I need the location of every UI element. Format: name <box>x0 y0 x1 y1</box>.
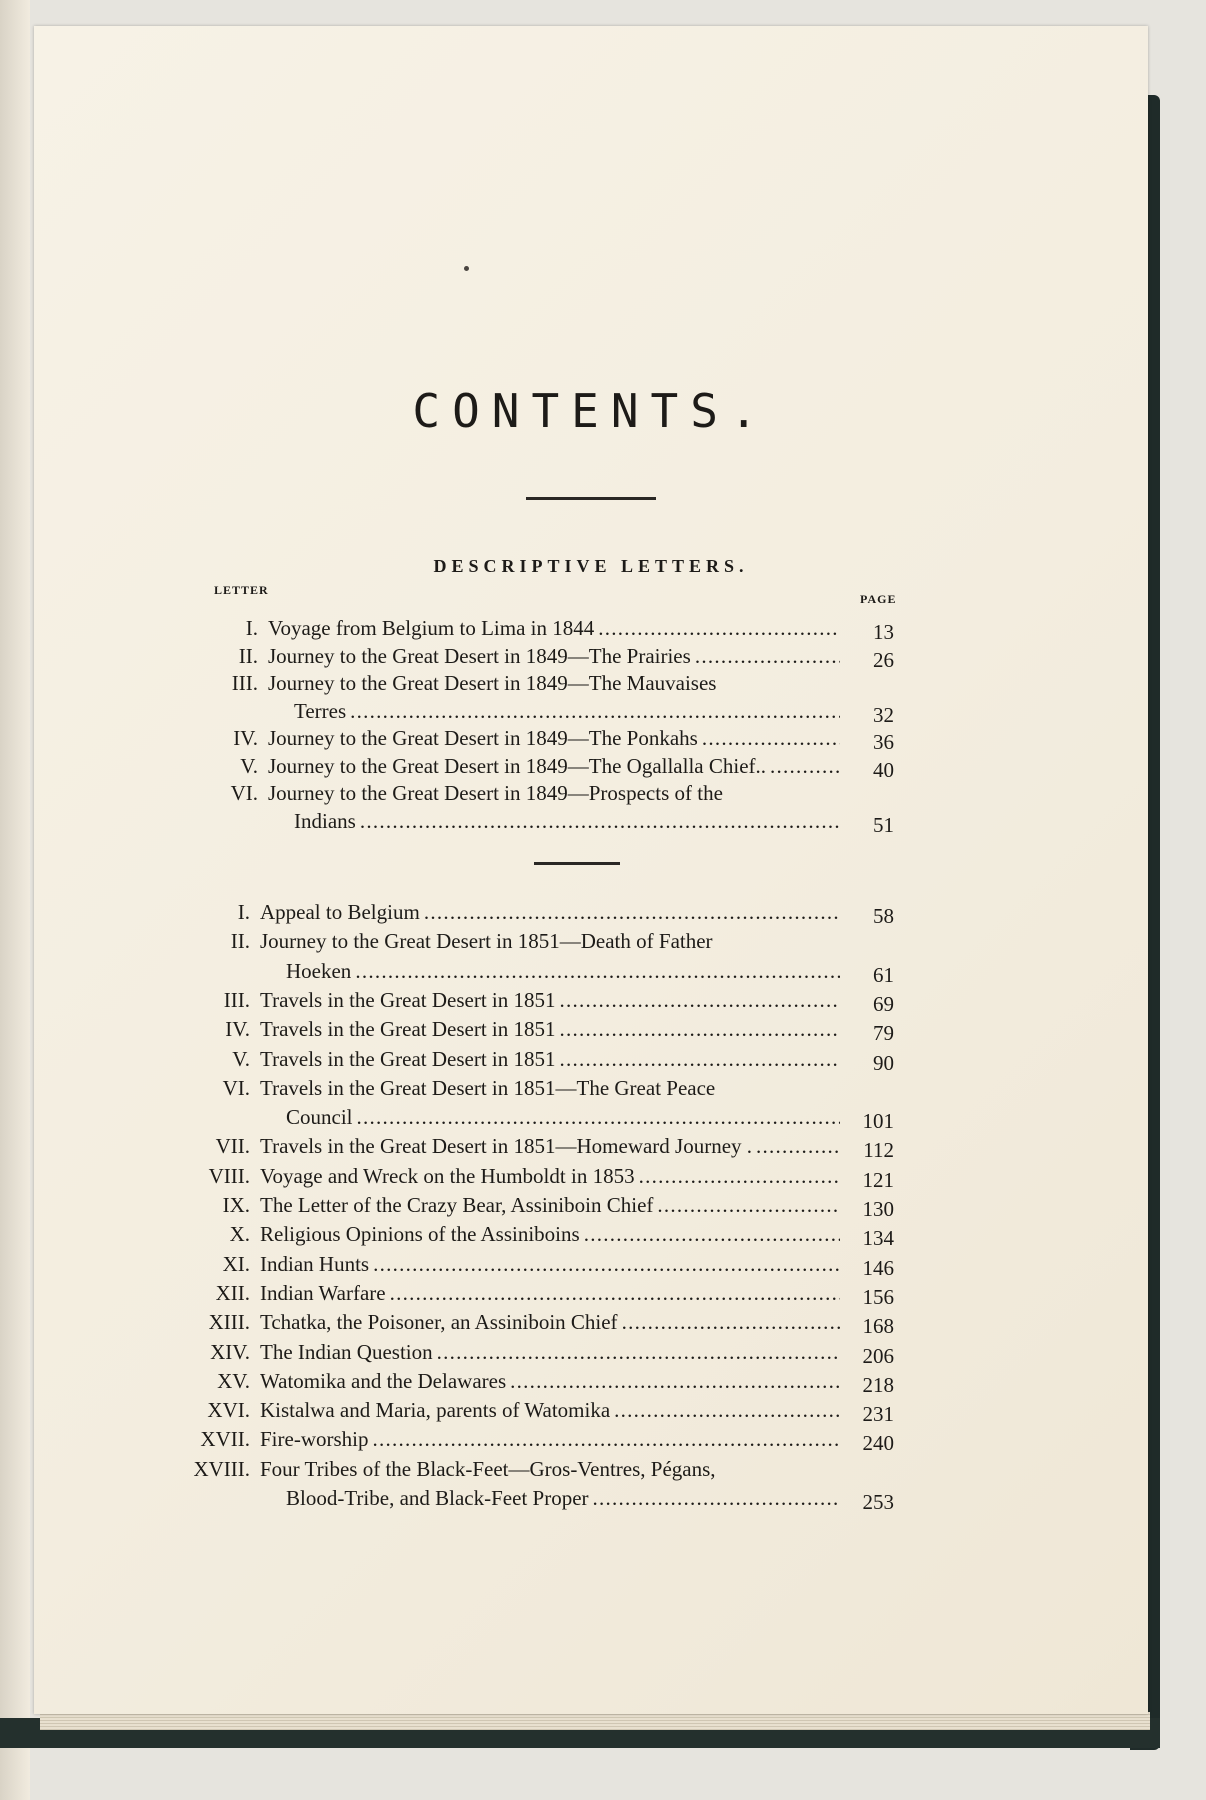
leader-dots <box>770 753 840 779</box>
page-number: 206 <box>862 1343 894 1368</box>
entry-title-continuation <box>286 1485 840 1511</box>
book-page <box>34 26 1148 1714</box>
leader-dots <box>510 1368 840 1394</box>
entry-title-text: Appeal to Belgium <box>260 900 420 924</box>
group-divider <box>534 862 620 865</box>
letter-number: XVII. <box>200 1427 250 1452</box>
letter-number: XV. <box>217 1368 250 1393</box>
page-number: 69 <box>873 991 894 1016</box>
letter-number: III. <box>223 987 250 1012</box>
page-number: 130 <box>862 1197 894 1221</box>
entry-title-text: Hoeken <box>286 958 352 983</box>
leader-dots <box>357 1104 841 1130</box>
letter-number: XIII. <box>208 1310 250 1335</box>
entry-title <box>260 1280 840 1306</box>
page-number: 112 <box>863 1138 894 1163</box>
entry-title-text: Journey to the Great Desert in 1849—The Prairies <box>268 643 691 668</box>
letter-number: VI. <box>222 1075 250 1100</box>
entry-title <box>260 1397 840 1423</box>
entry-title-text: Fire-worship <box>260 1427 369 1452</box>
letter-number: II. <box>230 929 250 954</box>
entry-title-text: Travels in the Great Desert in 1851 <box>260 987 556 1012</box>
entry-title <box>260 1075 840 1101</box>
page-number: 231 <box>862 1402 894 1427</box>
leader-dots <box>373 1251 840 1277</box>
entry-title <box>268 615 840 641</box>
letter-number: XI. <box>222 1251 250 1276</box>
letter-number: III. <box>231 671 258 695</box>
letter-number: X. <box>229 1222 250 1247</box>
letter-number: XII. <box>215 1280 250 1305</box>
entry-title-continuation <box>286 958 840 984</box>
entry-title-text: Journey to the Great Desert in 1849—The Mauvaises <box>268 671 717 695</box>
entry-title <box>268 725 840 751</box>
letter-number: I. <box>237 900 250 924</box>
page-column-label: PAGE <box>860 592 897 606</box>
entry-title-text: Travels in the Great Desert in 1851—Homeward Journey . <box>260 1134 753 1159</box>
entry-title <box>268 780 840 806</box>
entry-title <box>260 1251 840 1277</box>
entry-title-text: Tchatka, the Poisoner, an Assiniboin Chief <box>260 1310 618 1335</box>
page-number: 40 <box>873 757 894 782</box>
entry-title <box>268 753 840 779</box>
letter-number: IX. <box>222 1193 250 1217</box>
page-number: 121 <box>862 1167 894 1192</box>
letter-number: VIII. <box>208 1163 250 1188</box>
leader-dots <box>622 1309 840 1335</box>
facing-page-edge <box>0 0 30 1800</box>
letter-column-label: LETTER <box>214 583 269 597</box>
leader-dots <box>437 1339 840 1365</box>
entry-title <box>260 1339 840 1365</box>
page-number: 156 <box>862 1284 894 1309</box>
page-title: CONTENTS. <box>412 384 770 438</box>
leader-dots <box>598 615 840 641</box>
letter-number: VII. <box>215 1134 250 1159</box>
letter-number: V. <box>232 1046 250 1071</box>
leader-dots <box>639 1163 840 1189</box>
entry-title-text: Journey to the Great Desert in 1849—The Ogallalla Chief.. <box>268 753 767 778</box>
page-number: 32 <box>873 702 894 727</box>
leader-dots <box>614 1397 840 1423</box>
letter-number: XVI. <box>207 1398 250 1423</box>
section-heading: DESCRIPTIVE LETTERS. <box>433 556 749 576</box>
entry-title <box>260 1133 840 1159</box>
page-number: 218 <box>862 1372 894 1397</box>
entry-title <box>260 987 840 1013</box>
leader-dots <box>390 1280 840 1306</box>
leader-dots <box>355 958 840 984</box>
entry-title-continuation <box>286 1104 840 1130</box>
entry-title <box>268 643 840 669</box>
entry-title-text: The Letter of the Crazy Bear, Assiniboin Chief <box>260 1193 654 1217</box>
entry-title <box>260 1221 840 1247</box>
leader-dots <box>560 1016 841 1042</box>
page-number: 90 <box>873 1050 894 1075</box>
leader-dots <box>424 899 840 925</box>
page-number: 134 <box>862 1226 894 1251</box>
page-number: 61 <box>873 962 894 987</box>
letter-number: VI. <box>230 781 258 805</box>
entry-title-text: Indian Hunts <box>260 1251 370 1276</box>
letter-number: XIV. <box>210 1339 250 1364</box>
leader-dots <box>657 1192 840 1218</box>
letter-number: IV. <box>233 726 258 750</box>
page-number: 146 <box>862 1255 894 1280</box>
leader-dots <box>702 725 840 751</box>
entry-title <box>260 1192 840 1218</box>
entry-title-text: Voyage from Belgium to Lima in 1844 <box>268 616 595 640</box>
entry-title <box>260 1368 840 1394</box>
entry-title-text: Journey to the Great Desert in 1851—Death of Father <box>260 929 713 954</box>
entry-title-text: Council <box>286 1105 353 1130</box>
page-number: 79 <box>873 1021 894 1046</box>
entry-title <box>260 899 840 925</box>
leader-dots <box>756 1133 840 1159</box>
leader-dots <box>560 987 841 1013</box>
entry-title <box>260 1309 840 1335</box>
leader-dots <box>350 698 840 724</box>
entry-title <box>260 1046 840 1072</box>
letter-number: I. <box>245 616 258 640</box>
page-number: 26 <box>873 647 894 672</box>
leader-dots <box>560 1046 841 1072</box>
entry-title-text: Kistalwa and Maria, parents of Watomika <box>260 1398 611 1423</box>
page-number: 168 <box>862 1314 894 1339</box>
leader-dots <box>360 808 840 834</box>
entry-title-text: The Indian Question <box>260 1339 433 1364</box>
page-number: 240 <box>862 1431 894 1456</box>
page-number: 51 <box>873 812 894 837</box>
entry-title-continuation <box>294 808 840 834</box>
entry-title-text: Four Tribes of the Black-Feet—Gros-Ventres, Pégans, <box>260 1456 716 1481</box>
entry-title-continuation <box>294 698 840 724</box>
page-stack-edge <box>40 1712 1150 1730</box>
page-number: 101 <box>862 1109 894 1134</box>
page-number: 253 <box>862 1489 894 1514</box>
entry-title <box>260 1456 840 1482</box>
entry-title-text: Travels in the Great Desert in 1851 <box>260 1017 556 1042</box>
entry-title-text: Indians <box>294 808 356 833</box>
entry-title <box>268 670 840 696</box>
letter-number: II. <box>238 643 258 668</box>
page-number: 36 <box>873 730 894 754</box>
entry-title-text: Journey to the Great Desert in 1849—The Ponkahs <box>268 726 698 750</box>
page-number: 13 <box>873 620 894 644</box>
entry-title-text: Indian Warfare <box>260 1280 386 1305</box>
entry-title-text: Journey to the Great Desert in 1849—Prospects of the <box>268 781 723 805</box>
page-number: 58 <box>873 904 894 928</box>
entry-title-text: Religious Opinions of the Assiniboins <box>260 1222 580 1247</box>
entry-title-text: Terres <box>294 698 347 723</box>
entry-title-text: Travels in the Great Desert in 1851—The Great Peace <box>260 1075 716 1100</box>
leader-dots <box>373 1426 841 1452</box>
leader-dots <box>584 1221 840 1247</box>
entry-title-text: Voyage and Wreck on the Humboldt in 1853 <box>260 1163 635 1188</box>
entry-title <box>260 1426 840 1452</box>
entry-title <box>260 1016 840 1042</box>
letter-number: XVIII. <box>193 1456 250 1481</box>
title-rule <box>526 497 656 500</box>
entry-title-text: Travels in the Great Desert in 1851 <box>260 1046 556 1071</box>
leader-dots <box>593 1485 840 1511</box>
ink-speck <box>464 266 469 271</box>
letter-number: IV. <box>225 1017 250 1042</box>
entry-title <box>260 928 840 954</box>
entry-title <box>260 1163 840 1189</box>
entry-title-text: Watomika and the Delawares <box>260 1368 507 1393</box>
letter-number: V. <box>240 753 258 778</box>
entry-title-text: Blood-Tribe, and Black-Feet Proper <box>286 1485 589 1510</box>
leader-dots <box>695 643 840 669</box>
